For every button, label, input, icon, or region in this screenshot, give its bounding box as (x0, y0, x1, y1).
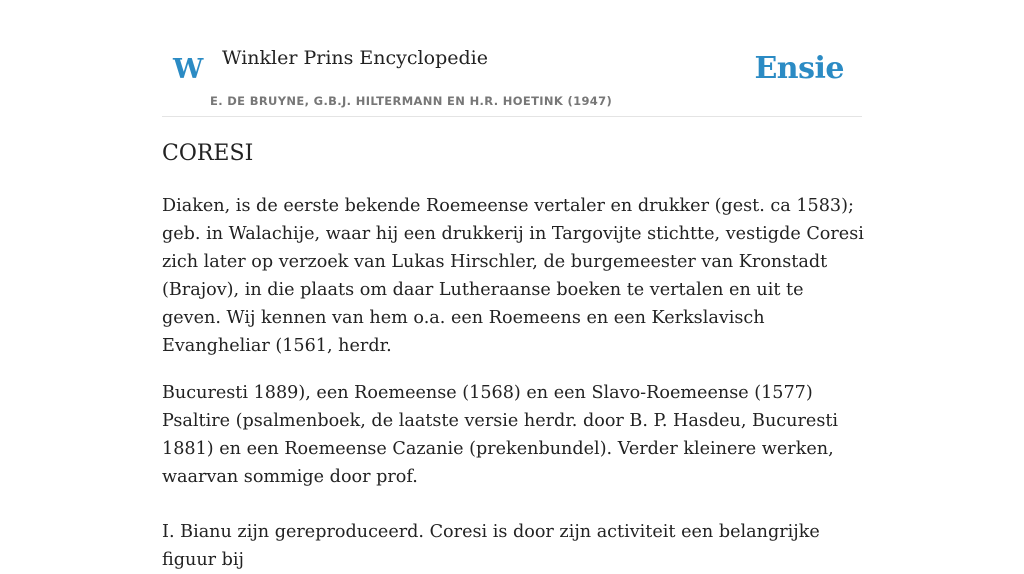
article-body (162, 138, 864, 574)
header (162, 0, 862, 117)
encyclopedia-logo[interactable]: W (173, 54, 204, 85)
ensie-logo[interactable]: Ensie (754, 51, 844, 86)
article-paragraph: Diaken, is de eerste bekende Roemeense vertaler en drukker (gest. ca 1583); geb. in Walachije, waar hij een drukkerij in Targovijte stichtte, vestigde Coresi zich later op verzoek van Lukas Hirschler, de burgemeester van Kronstadt (Brajov), in die plaats om daar Lutheraanse boeken te vertalen en uit te geven. Wij kennen van hem o.a. een Roemeens en een Kerkslavisch Evangheliar (1561, herdr. (162, 196, 864, 356)
article-headword: CORESI (162, 141, 254, 166)
article-paragraph: Bucuresti 1889), een Roemeense (1568) en een Slavo-Roemeense (1577) Psaltire (psalmenboek, de laatste versie herdr. door B. P. Hasdeu, Bucuresti 1881) en een Roemeense Cazanie (prekenbundel). Verder kleinere werken, waarvan sommige door prof. (162, 383, 839, 487)
publication-authors: E. DE BRUYNE, G.B.J. HILTERMANN EN H.R. HOETINK (1947) (210, 94, 613, 108)
article-paragraph: I. Bianu zijn gereproduceerd. Coresi is door zijn activiteit een belangrijke figuur bij (162, 522, 820, 570)
publication-title[interactable]: Winkler Prins Encyclopedie (222, 47, 488, 69)
